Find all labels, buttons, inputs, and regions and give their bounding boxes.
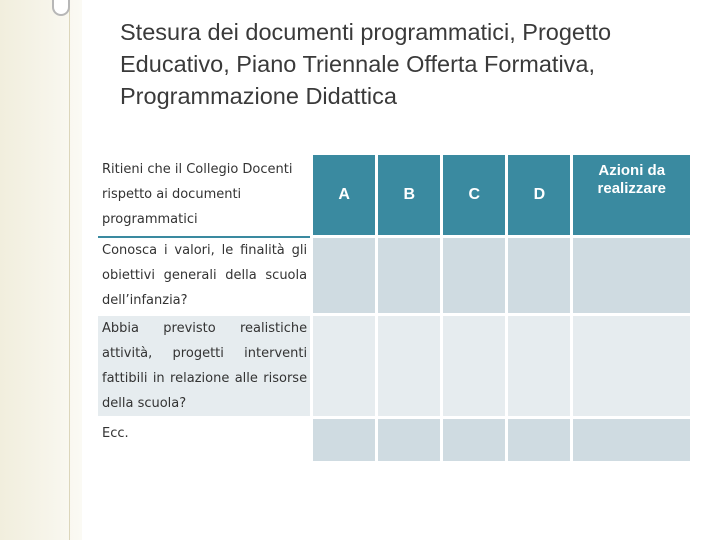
table-row — [98, 314, 690, 417]
answer-cell-d[interactable] — [507, 237, 572, 315]
column-header-a: A — [312, 155, 377, 237]
column-header-d: D — [507, 155, 572, 237]
actions-cell[interactable] — [572, 314, 690, 417]
actions-cell[interactable] — [572, 417, 690, 462]
answer-cell-a[interactable] — [312, 237, 377, 315]
answer-cell-b[interactable] — [377, 314, 442, 417]
table-header-row — [98, 155, 690, 237]
table-row — [98, 417, 690, 462]
question-header-cell: Ritieni che il Collegio Docenti rispetto ai documenti programmatici — [98, 155, 312, 237]
answer-cell-c[interactable] — [442, 417, 507, 462]
answer-cell-c[interactable] — [442, 314, 507, 417]
column-header-azioni: Azioni da realizzare — [572, 155, 690, 237]
question-cell: Conosca i valori, le finalità gli obiettivi generali della scuola dell’infanzia? — [98, 237, 312, 315]
side-strip-line — [69, 0, 70, 540]
slide-title: Stesura dei documenti programmatici, Progetto Educativo, Piano Triennale Offerta Formativa, Programmazione Didattica — [120, 19, 612, 109]
answer-cell-a[interactable] — [312, 417, 377, 462]
answer-cell-a[interactable] — [312, 314, 377, 417]
evaluation-table — [98, 155, 690, 464]
answer-cell-d[interactable] — [507, 417, 572, 462]
question-cell: Abbia previsto realistiche attività, progetti interventi fattibili in relazione alle risorse della scuola? — [98, 314, 312, 417]
answer-cell-c[interactable] — [442, 237, 507, 315]
answer-cell-b[interactable] — [377, 417, 442, 462]
answer-cell-b[interactable] — [377, 237, 442, 315]
table-row — [98, 237, 690, 315]
question-cell: Ecc. — [98, 417, 312, 462]
column-header-c: C — [442, 155, 507, 237]
column-header-b: B — [377, 155, 442, 237]
actions-cell[interactable] — [572, 237, 690, 315]
answer-cell-d[interactable] — [507, 314, 572, 417]
